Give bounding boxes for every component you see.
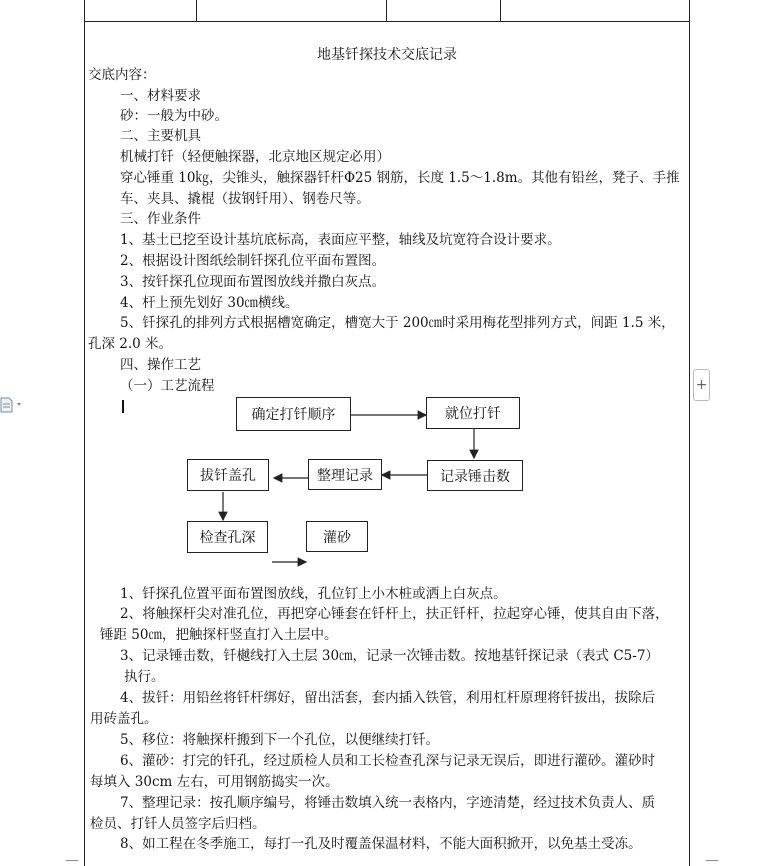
heading-tools: 二、主要机具 [120,128,201,144]
paragraph: 孔深 2.0 米。 [88,336,173,352]
paragraph: 1、基土已挖至设计基坑底标高，表面应平整，轴线及坑宽符合设计要求。 [120,232,561,248]
paragraph: 机械打钎（轻便触探器，北京地区规定必用） [120,149,390,165]
paragraph: 穿心锤重 10㎏，尖锥头，触探器钎杆Φ25 钢筋，长度 1.5～1.8m。其他有铅丝，凳子、手推 [120,170,680,186]
step-item: 用砖盖孔。 [90,711,158,727]
add-button[interactable]: + [693,369,710,401]
page-corner-mark [66,860,78,861]
step-item: 每填入 30cm 左右，可用钢筋捣实一次。 [90,774,339,790]
paragraph: 3、按钎探孔位现面布置图放线并撒白灰点。 [120,274,386,290]
document-icon[interactable] [0,397,24,413]
dropdown-arrow-icon [17,403,21,406]
paragraph: 4、杆上预先划好 30㎝横线。 [120,295,299,311]
heading-process: 四、操作工艺 [120,357,201,373]
flow-box-record-hammer: 记录锤击数 [427,460,523,491]
paragraph: 砂：一般为中砂。 [120,108,228,124]
step-item: 7、整理记录：按孔顺序编号，将锤击数填入统一表格内，字迹清楚，经过技术负责人、质 [120,795,656,811]
heading-flow: （一）工艺流程 [120,378,215,394]
step-item: 执行。 [124,669,165,685]
paragraph: 车、夹具、撬棍（拔钢钎用）、钢卷尺等。 [120,191,370,207]
step-item: 3、记录锤击数，钎樾线打入土层 30㎝，记录一次锤击数。按地基钎探记录（表式 C5-7） [120,648,659,664]
step-item: 1、钎探孔位置平面布置图放线，孔位钉上小木桩或洒上白灰点。 [120,586,507,602]
step-item: 8、如工程在冬季施工，每打一孔及时覆盖保温材料，不能大面积掀开，以免基土受冻。 [120,836,642,852]
step-item: 2、将触探杆尖对准孔位，再把穿心锤套在钎杆上，扶正钎杆，拉起穿心锤，使其自由下落， [120,606,669,622]
flow-box-organize-record: 整理记录 [308,459,382,490]
step-item: 锤距 50㎝，把触探杆竖直打入土层中。 [100,627,338,643]
step-item: 5、移位：将触探杆搬到下一个孔位，以便继续打钎。 [120,732,440,748]
step-item: 检员、打钎人员签字后归档。 [90,816,266,832]
heading-materials: 一、材料要求 [120,88,201,104]
step-item: 6、灌砂：打完的钎孔，经过质检人员和工长检查孔深与记录无误后，即进行灌砂。灌砂时 [120,753,656,769]
paragraph: 2、根据设计图纸绘制钎探孔位平面布置图。 [120,253,386,269]
heading-conditions: 三、作业条件 [120,211,201,227]
document-title: 地基钎探技术交底记录 [317,47,457,63]
step-item: 4、拔钎：用铅丝将钎杆绑好，留出活套，套内插入铁管，利用杠杆原理将钎拔出，拔除后 [120,690,656,706]
page-corner-mark [706,860,718,861]
flow-box-fill-sand: 灌砂 [306,521,368,552]
flow-box-check-depth: 检查孔深 [187,521,268,553]
paragraph: 5、钎探孔的排列方式根据槽宽确定，槽宽大于 200㎝时采用梅花型排列方式，间距 1.5 米， [120,315,675,331]
flow-box-determine-order: 确定打钎顺序 [236,397,351,431]
flow-box-position-drill: 就位打钎 [426,397,520,429]
flow-box-pull-cover: 拔钎盖孔 [187,459,269,491]
intro-label: 交底内容： [88,67,156,83]
